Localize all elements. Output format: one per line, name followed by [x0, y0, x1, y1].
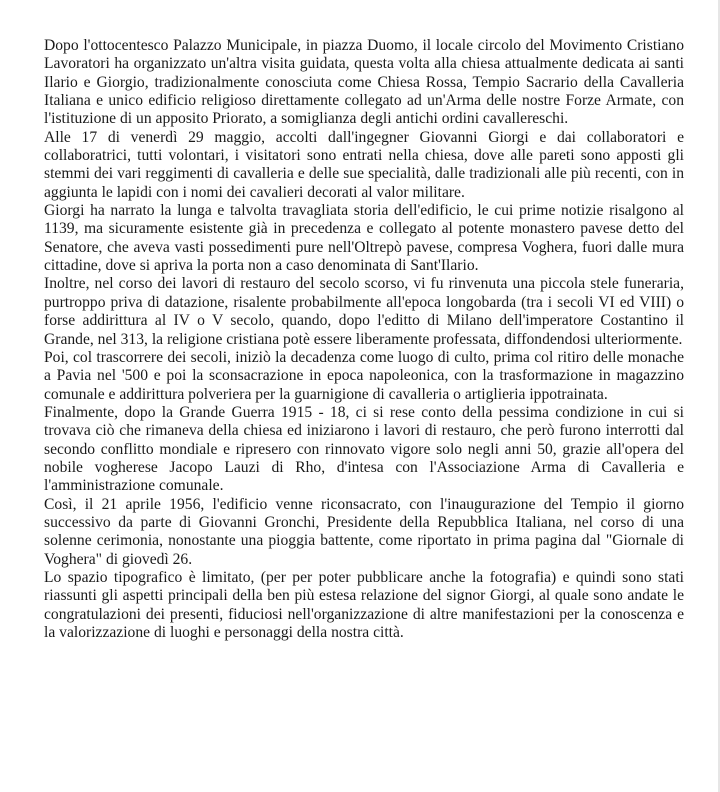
paragraph-8: Lo spazio tipografico è limitato, (per per poter pubblicare anche la fotografia) e quindi sono stati riassunti gli aspetti principali della ben più estesa relazione del signor Giorgi, al quale sono andate le congratulazioni dei presenti, fiduciosi nell'organizzazione di altre manifestazioni per la conoscenza e la valorizzazione di luoghi e personaggi della nostra città. [44, 568, 684, 641]
paragraph-4: Inoltre, nel corso dei lavori di restauro del secolo scorso, vi fu rinvenuta una piccola stele funeraria, purtroppo priva di datazione, risalente probabilmente all'epoca longobarda (tra i secoli VI ed VIII) o forse addirittura al IV o V secolo, quando, dopo l'editto di Milano dell'imperatore Costantino il Grande, nel 313, la religione cristiana potè essere liberamente professata, diffondendosi ulteriormente. [44, 275, 684, 348]
article-body [44, 37, 684, 642]
paragraph-5: Poi, col trascorrere dei secoli, iniziò la decadenza come luogo di culto, prima col ritiro delle monache a Pavia nel '500 e poi la sconsacrazione in epoca napoleonica, con la trasformazione in magazzino comunale e addirittura polveriera per la guarnigione di cavalleria o artiglieria ippotrainata. [44, 348, 684, 403]
paragraph-7: Così, il 21 aprile 1956, l'edificio venne riconsacrato, con l'inaugurazione del Tempio il giorno successivo da parte di Giovanni Gronchi, Presidente della Repubblica Italiana, nel corso di una solenne cerimonia, nonostante una pioggia battente, come riportato in prima pagina dal "Giornale di Voghera" di giovedì 26. [44, 495, 684, 568]
paragraph-6: Finalmente, dopo la Grande Guerra 1915 - 18, ci si rese conto della pessima condizione in cui si trovava ciò che rimaneva della chiesa ed iniziarono i lavori di restauro, che però furono interrotti dal secondo conflitto mondiale e ripresero con rinnovato vigore solo negli anni 50, grazie all'opera del nobile vogherese Jacopo Lauzi di Rho, d'intesa con l'Associazione Arma di Cavalleria e l'amministrazione comunale. [44, 403, 684, 495]
paragraph-3: Giorgi ha narrato la lunga e talvolta travagliata storia dell'edificio, le cui prime notizie risalgono al 1139, ma sicuramente esistente già in precedenza e collegato al potente monastero pavese detto del Senatore, che aveva vasti possedimenti pure nell'Oltrepò pavese, compresa Voghera, fuori dalle mura cittadine, dove si apriva la porta non a caso denominata di Sant'Ilario. [44, 202, 684, 275]
paragraph-2: Alle 17 di venerdì 29 maggio, accolti dall'ingegner Giovanni Giorgi e dai collaboratori e collaboratrici, tutti volontari, i visitatori sono entrati nella chiesa, dove alle pareti sono apposti gli stemmi dei vari reggimenti di cavalleria e delle sue specialità, dalle tradizionali alle più recenti, con in aggiunta le lapidi con i nomi dei cavalieri decorati al valor militare. [44, 128, 684, 201]
paragraph-1: Dopo l'ottocentesco Palazzo Municipale, in piazza Duomo, il locale circolo del Movimento Cristiano Lavoratori ha organizzato un'altra visita guidata, questa volta alla chiesa attualmente dedicata ai santi Ilario e Giorgio, tradizionalmente conosciuta come Chiesa Rossa, Tempio Sacrario della Cavalleria Italiana e unico edificio religioso direttamente collegato ad un'Arma delle nostre Forze Armate, con l'istituzione di un apposito Priorato, a somiglianza degli antichi ordini cavallereschi. [44, 37, 684, 128]
